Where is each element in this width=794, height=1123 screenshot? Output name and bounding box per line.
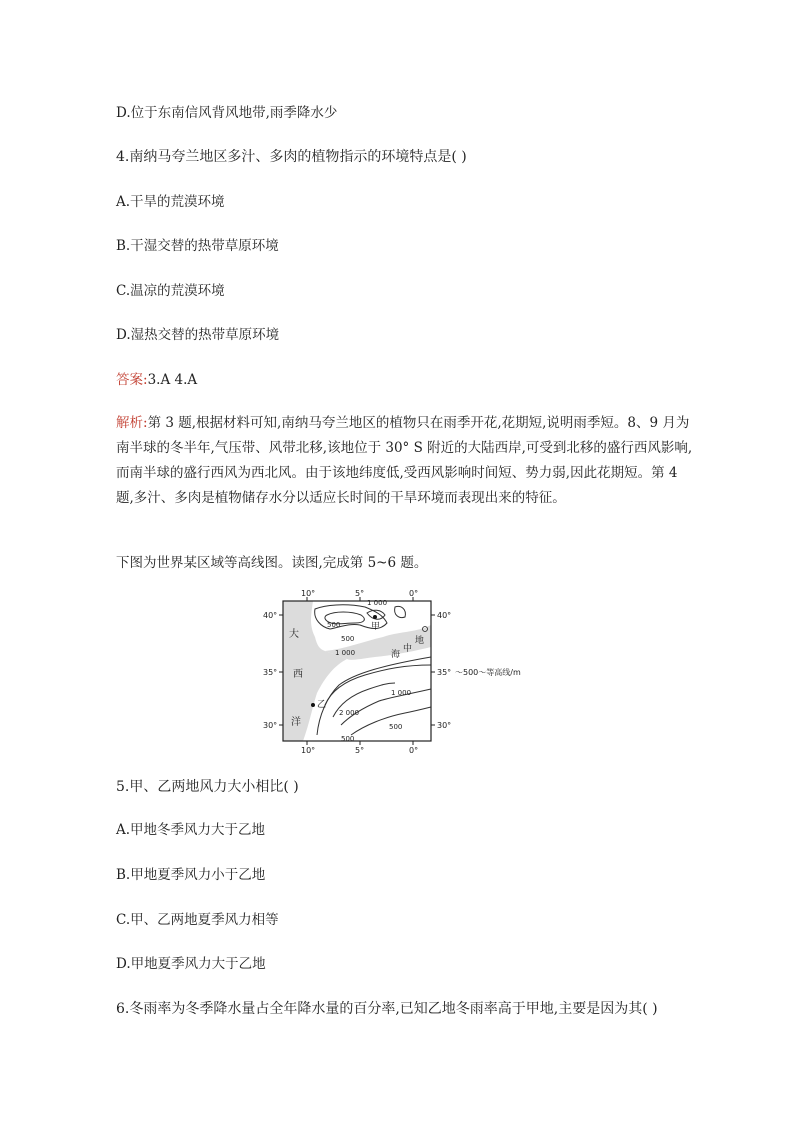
analysis bbox=[116, 411, 694, 511]
answer bbox=[116, 370, 197, 390]
analysis-label: 解析: bbox=[116, 415, 148, 431]
point-jia-marker bbox=[373, 615, 377, 619]
q5-stem: 5.甲、乙两地风力大小相比( ) bbox=[116, 779, 299, 795]
q4-stem: 4.南纳马夸兰地区多汁、多肉的植物指示的环境特点是( ) bbox=[116, 149, 467, 165]
q4-option-d: D.湿热交替的热带草原环境 bbox=[116, 327, 280, 343]
q5-option-a: A.甲地冬季风力大于乙地 bbox=[116, 822, 266, 838]
lon-top-10: 10° bbox=[301, 589, 316, 598]
lat-right-40: 40° bbox=[437, 611, 452, 620]
q6-stem: 6.冬雨率为冬季降水量占全年降水量的百分率,已知乙地冬雨率高于甲地,主要是因为其( ) bbox=[116, 1001, 658, 1017]
contour-map bbox=[255, 585, 545, 755]
map-intro: 下图为世界某区域等高线图。读图,完成第 5~6 题。 bbox=[116, 555, 428, 571]
q4-option-b: B.干湿交替的热带草原环境 bbox=[116, 238, 279, 254]
contour-label-1000-south: 1 000 bbox=[391, 689, 412, 697]
contour-label-1000-mid: 1 000 bbox=[335, 649, 356, 657]
contour-label-500-north-a: 500 bbox=[327, 621, 341, 629]
lat-right-35: 35° bbox=[437, 668, 452, 677]
sea-char-1: 地 bbox=[415, 636, 425, 646]
lat-left-35: 35° bbox=[263, 668, 278, 677]
lon-top-5: 5° bbox=[355, 589, 365, 598]
lon-bottom-0: 0° bbox=[409, 746, 419, 755]
lat-left-30: 30° bbox=[263, 721, 278, 730]
answer-label: 答案: bbox=[116, 372, 148, 388]
q5-option-d: D.甲地夏季风力大于乙地 bbox=[116, 956, 266, 972]
answer-value: 3.A 4.A bbox=[147, 372, 198, 388]
contour-legend: ～500～等高线/m bbox=[455, 668, 521, 677]
sea-char-3: 海 bbox=[391, 650, 401, 660]
point-yi-marker bbox=[311, 703, 315, 707]
lon-top-0: 0° bbox=[409, 589, 419, 598]
ocean-char-3: 洋 bbox=[291, 717, 301, 728]
contour-label-500-south-a: 500 bbox=[389, 723, 403, 731]
sea-char-2: 中 bbox=[403, 644, 413, 654]
q4-option-a: A.干旱的荒漠环境 bbox=[116, 194, 225, 210]
point-jia-label: 甲 bbox=[371, 622, 381, 632]
ocean-char-1: 大 bbox=[289, 629, 299, 640]
q4-option-c: C.温凉的荒漠环境 bbox=[116, 283, 225, 299]
contour-label-1000-north: 1 000 bbox=[367, 599, 388, 607]
analysis-text: 第 3 题,根据材料可知,南纳马夸兰地区的植物只在雨季开花,花期短,说明雨季短。8、9 月为南半球的冬半年,气压带、风带北移,该地位于 30° S 附近的大陆西岸,可受到北移的盛行西风影响,而南半球的盛行西风为西北风。由于该地纬度低,受西风影响时间短、势力弱,因此花期短。第 4 题,多汁、多肉是植物储存水分以适应长时间的干旱环境而表现出来的特征。 bbox=[116, 415, 693, 506]
lon-bottom-5: 5° bbox=[355, 746, 365, 755]
contour-label-500-south-b: 500 bbox=[341, 735, 355, 743]
q3-option-d: D.位于东南信风背风地带,雨季降水少 bbox=[116, 105, 338, 121]
contour-label-500-north-b: 500 bbox=[341, 635, 355, 643]
lat-left-40: 40° bbox=[263, 611, 278, 620]
point-yi-label: 乙 bbox=[317, 700, 327, 710]
lat-right-30: 30° bbox=[437, 721, 452, 730]
lon-bottom-10: 10° bbox=[301, 746, 316, 755]
q5-option-b: B.甲地夏季风力小于乙地 bbox=[116, 867, 266, 883]
q5-option-c: C.甲、乙两地夏季风力相等 bbox=[116, 912, 279, 928]
ocean-char-2: 西 bbox=[293, 669, 303, 680]
contour-label-2000: 2 000 bbox=[339, 709, 360, 717]
